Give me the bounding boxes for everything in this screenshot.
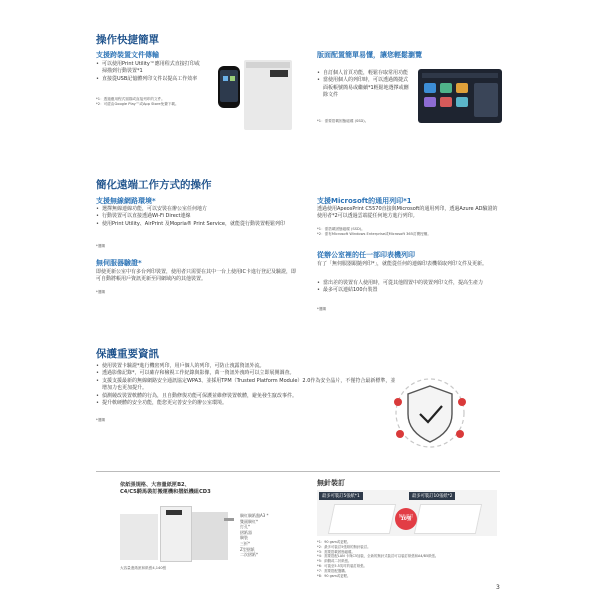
bullet: • 行動裝置可以直接透過Wi-Fi Direct連線 bbox=[96, 213, 296, 220]
footnote: *6：可裝至5.5英吋的裝訂紙張。 bbox=[317, 563, 367, 568]
bullet: • 提升軟硬體的安全功能，能您更完善安全的辦公室環境。 bbox=[96, 400, 396, 407]
footnote: *2：需有Microsoft Windows Enterprise或Microsoft 365訂閱授權。 bbox=[317, 232, 431, 237]
printer-finisher-illustration bbox=[120, 500, 240, 562]
bullet: • 最多可以連結100台裝置 bbox=[317, 287, 502, 294]
bullet: • 選擇無線連線功能，可以安裝在辦公室任何地方 bbox=[96, 206, 296, 213]
footnote: *4：需要搭配LAN 卡與C5加裝，全新的無針式裝訂可以裝訂紙張和A4/B5紙張。 bbox=[317, 554, 439, 559]
section2-right-bullets2 bbox=[317, 280, 502, 295]
section2-left-para: 即使更新公室中有多台列印裝置，使用者只需要在其中一台上使用IC卡進行登記及驗證，即可自動將帳用戶資訊更新至同網域內的其他裝置。 bbox=[96, 269, 296, 283]
section3-footnote: *選購 bbox=[96, 418, 105, 422]
footnote: *5：兩側或二折紙張。 bbox=[317, 559, 352, 564]
section2-left-heading2: 無伺服器驗證* bbox=[96, 259, 142, 267]
section1-right-footnotes bbox=[317, 119, 427, 124]
footnote: *1：90 gsm或更輕。 bbox=[317, 540, 351, 544]
section2-left-footnote: *選購 bbox=[96, 244, 105, 248]
printer-phone-illustration bbox=[210, 52, 294, 136]
footnote: *2：最多可裝訂5張紙的無針裝訂。 bbox=[317, 544, 371, 549]
section2-right-footnotes bbox=[317, 227, 502, 237]
footnote: *1：需搭載固態磁碟 (SSD)。 bbox=[317, 227, 365, 231]
callout: 雙副騎紅* bbox=[240, 518, 258, 524]
bullet: • 自訂個人首頁功能，輕鬆存取常用功能 bbox=[317, 70, 411, 77]
bottom-left-callouts bbox=[240, 513, 300, 558]
section2-left-heading: 支援無線網路環境* bbox=[96, 197, 156, 205]
page-number: 3 bbox=[496, 584, 500, 591]
section2-right-footnote2: *選購 bbox=[317, 307, 326, 311]
section1-left-heading: 支援跨裝置文件傳輸 bbox=[96, 51, 159, 59]
paper-stack-10 bbox=[414, 504, 482, 534]
bottom-left-title bbox=[120, 482, 211, 495]
callout: 打孔* bbox=[240, 524, 250, 530]
footnote: *3：需要搭載固態磁碟。 bbox=[317, 549, 355, 554]
bullet: • 使用裝置卡驗證*進行機密列印，用戶個人的列印，可防止洩露資訊外流。 bbox=[96, 363, 396, 370]
bullet: • 支援支援最新的無線網路安全通訊協定WPA3、並採用TPM（Trusted Platform Module）2.0作為安全晶片，不僅符合最新標準，並增加力也更加提升。 bbox=[96, 378, 396, 393]
section2-right-para2: 有了「無伺服器跟隨列印*」，就能從任何的連線印表機領取列印文件及更新。 bbox=[317, 261, 488, 267]
section1-left-footnotes bbox=[96, 97, 208, 107]
bottom-divider bbox=[96, 471, 500, 472]
callout: 三折* bbox=[240, 540, 250, 546]
tab-10-sheets: 最多可裝訂10張紙*2 bbox=[409, 492, 455, 500]
badge-line1: 無針裝訂 bbox=[398, 514, 414, 518]
section2-left-footnote2: *選購 bbox=[96, 290, 105, 294]
smartphone-icon bbox=[218, 66, 240, 108]
footnote: *2：可經由Google Play™或App Store免費下載。 bbox=[96, 102, 179, 107]
printer-tray bbox=[246, 62, 290, 68]
section1-title: 操作快捷簡單 bbox=[96, 34, 159, 46]
section3-bullets bbox=[96, 363, 396, 407]
section3-title: 保護重要資訊 bbox=[96, 348, 159, 360]
section2-title: 簡化遠端工作方式的操作 bbox=[96, 179, 212, 191]
footnote: *1：需要搭載固態磁碟 (SSD)。 bbox=[317, 119, 369, 123]
staple-free-badge-icon bbox=[395, 508, 417, 530]
callout: 騎紅騎紙盤A3 * bbox=[240, 513, 269, 518]
bullet: • 可以使用Print Utility™應用程式直接打印或掃描到行動裝置*1 bbox=[96, 61, 204, 76]
bullet: • 當出差的裝置有人使用時，可從其他閒置中的裝置列印文件，提高生產力 bbox=[317, 280, 502, 287]
section2-left-bullets bbox=[96, 206, 296, 228]
bullet: • 透過影像記錄*，可以確存和檢視工作紀錄與影像，萬一資訊外洩時可以立即展開調查。 bbox=[96, 370, 396, 377]
paper-stack-5 bbox=[328, 504, 396, 534]
tab-5-sheets: 最多可裝訂5張紙*1 bbox=[319, 492, 363, 500]
touchscreen-panel-icon bbox=[418, 69, 502, 123]
section1-right-bullets bbox=[317, 70, 411, 100]
security-shield-icon bbox=[380, 368, 480, 458]
printer-panel bbox=[166, 510, 182, 515]
footnote: *7：需要搭配選購。 bbox=[317, 568, 348, 573]
finisher bbox=[192, 512, 228, 560]
bullet: • 偵測競改裝置軟體的行為，且自動修復功能可保護並維修裝置軟體，避免發生竄改事件。 bbox=[96, 393, 396, 400]
section2-right-para: 透過使用ApeosPrint C5570直接與Microsoft的通用列印，透過Azure AD驗證的使用者*2可以透過雲端從任何地方進行列印。 bbox=[317, 206, 498, 220]
bullet: • 使用Print Utility、AirPrint 及Mopria® Print Service，就能從行動裝置輕鬆列印 bbox=[96, 221, 296, 228]
title-line: 依紙張規格、大容量紙匣B2、 bbox=[120, 482, 190, 488]
callout: Z型摺紙 bbox=[240, 546, 255, 552]
callout: 摺紙器 bbox=[240, 529, 252, 535]
security-shield-illustration bbox=[380, 368, 480, 458]
footnote: *1：透過應用程式掃描或直接列印的文件。 bbox=[96, 97, 165, 101]
bottom-right-footnotes bbox=[317, 540, 502, 578]
bullet: • 直接從USB記憶體列印文件以提高工作效率 bbox=[96, 76, 204, 83]
paper-deck bbox=[120, 514, 158, 560]
staple-free-illustration bbox=[317, 490, 497, 536]
callout: 二次摺紙* bbox=[240, 552, 258, 558]
callout: 騎裝 bbox=[240, 535, 248, 541]
section2-right-heading: 支援Microsoft的通用列印*1 bbox=[317, 197, 412, 205]
section1-left-bullets bbox=[96, 61, 204, 83]
printer-panel bbox=[270, 70, 288, 77]
section2-right-heading2: 從辦公室裡的任一部印表機列印 bbox=[317, 251, 415, 259]
bottom-right-title: 無針裝訂 bbox=[317, 479, 345, 487]
badge-line2: 10張 bbox=[400, 517, 412, 523]
section1-right-heading: 版面配置簡單易懂，讓您輕鬆瀏覽 bbox=[317, 51, 422, 59]
bottom-left-caption: 大容量進紙匣和紙張4,140張 bbox=[120, 566, 167, 570]
bullet: • 當使用個人的列印時，可以透過簡捷式面板帳號簡易或繼續*1輕鬆地選擇或刪除文件 bbox=[317, 77, 411, 99]
title-line: C4/C5騎馬裝訂搬運機和摺紙機組CD3 bbox=[120, 488, 211, 495]
footnote: *8：90 gsm或更輕。 bbox=[317, 573, 351, 578]
